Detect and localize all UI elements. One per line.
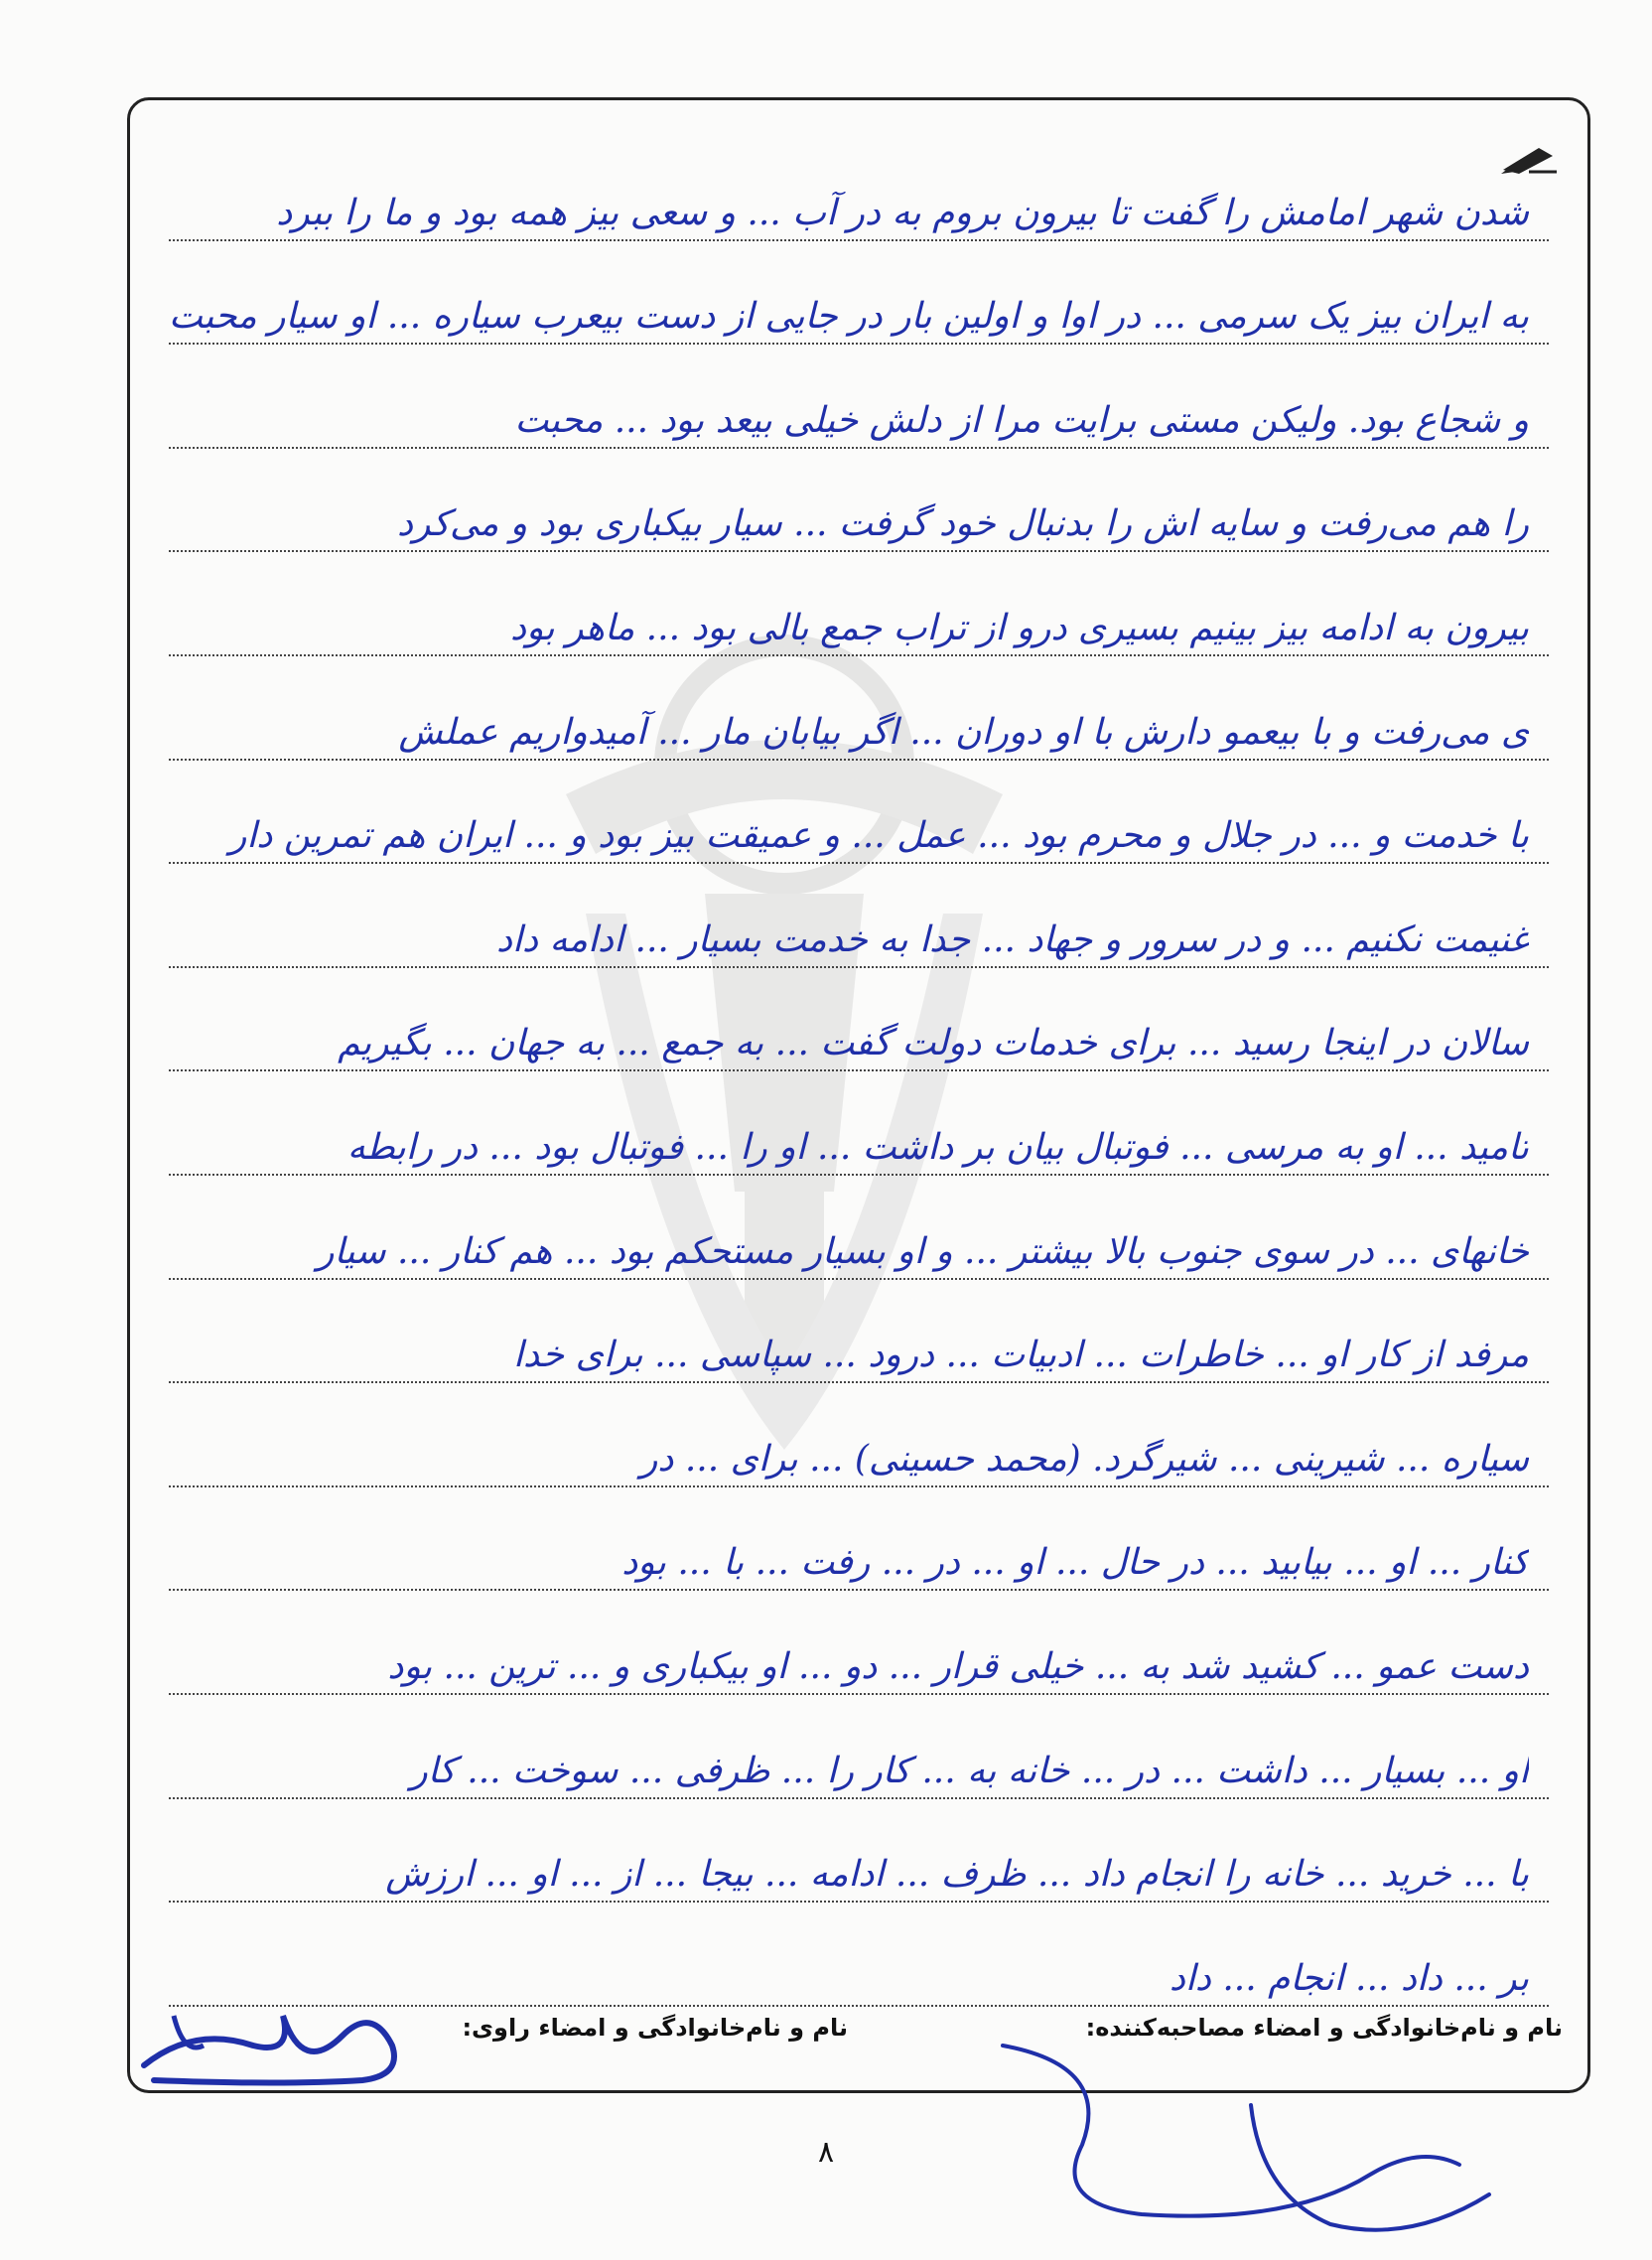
handwritten-text: و شجاع بود. ولیکن مستی برایت مرا از دلش خیلی بیعد بود ... محبت (514, 399, 1529, 441)
text-line (169, 980, 1549, 1084)
text-line (169, 1083, 1549, 1188)
handwritten-text: بیرون به ادامه بیز بینیم بسیری درو از تراب جمع بالی بود ... ماهر بود (510, 607, 1529, 648)
text-line (169, 1811, 1549, 1915)
text-line (169, 149, 1549, 253)
handwritten-lines (169, 149, 1549, 2019)
handwritten-text: به ایران بیز یک سرمی ... در اوا و اولین بار در جایی از دست بیعرب سیاره ... او سیار محبت (169, 296, 1529, 338)
page-number: ۸ (817, 2135, 835, 2170)
handwritten-text: مرفد از کار او ... خاطرات ... ادبیات ... درود ... سپاسی ... برای خدا (513, 1335, 1529, 1376)
text-line (169, 1499, 1549, 1604)
text-line (169, 1603, 1549, 1707)
text-line (169, 253, 1549, 357)
handwritten-text: سالان در اینجا رسید ... برای خدمات دولت گفت ... به جمع ... به جهان ... بگیریم (338, 1023, 1529, 1064)
interviewer-label: نام و نام‌خانوادگی و امضاء مصاحبه‌کننده: (1085, 2014, 1563, 2042)
handwritten-text: تامید ... او به مرسی ... فوتبال بیان بر داشت ... او را ... فوتبال بود ... در رابطه (346, 1126, 1529, 1168)
handwritten-text: غنیمت نکنیم ... و در سرور و جهاد ... جدا به خدمت بسیار ... ادامه داد (495, 918, 1529, 960)
handwritten-text: سیاره ... شیرینی ... شیرگرد. (محمد حسینی) ... برای ... در (639, 1438, 1529, 1480)
handwritten-text: خانهای ... در سوی جنوب بالا بیشتر ... و او بسیار مستحکم بود ... هم کنار ... سیار (317, 1230, 1529, 1272)
handwritten-text: او ... بسیار ... داشت ... در ... خانه به ... کار را ... ظرفی ... سوخت ... کار (410, 1750, 1529, 1791)
narrator-signature (134, 1986, 422, 2095)
text-line (169, 461, 1549, 565)
handwritten-text: دست عمو ... کشید شد به ... خیلی قرار ... دو ... او بیکباری و ... ترین ... بود (387, 1645, 1529, 1687)
handwritten-text: ی می‌رفت و با بیعمو دارش با او دوران ... اگر بیابان مار ... آمیدواریم عملش (398, 711, 1529, 753)
text-line (169, 773, 1549, 877)
handwritten-text: با ... خرید ... خانه را انجام داد ... ظرف ... ادامه ... بیجا ... از ... او ... ارزش (385, 1854, 1529, 1896)
text-line (169, 1292, 1549, 1396)
text-line (169, 876, 1549, 980)
text-line (169, 668, 1549, 773)
handwritten-text: با خدمت و ... در جلال و محرم بود ... عمل ... و عمیقت بیز بود و ... ایران هم تمرین دار (228, 815, 1529, 857)
text-line (169, 1395, 1549, 1499)
handwritten-text: را هم می‌رفت و سایه اش را بدنبال خود گرفت ... سیار بیکباری بود و می‌کرد (397, 503, 1529, 545)
text-line (169, 1188, 1549, 1292)
narrator-label: نام و نام‌خانوادگی و امضاء راوی: (462, 2014, 848, 2042)
handwritten-text: بر ... داد ... انجام ... داد (1169, 1957, 1529, 1999)
handwritten-text: کنار ... او ... بیابید ... در حال ... او ... در ... رفت ... با ... بود (621, 1542, 1529, 1584)
text-line (169, 564, 1549, 668)
text-line (169, 356, 1549, 461)
handwritten-text: شدن شهر امامش را گفت تا بیرون بروم به در آب ... و سعی بیز همه بود و ما را ببرد (276, 192, 1529, 233)
text-line (169, 1707, 1549, 1811)
